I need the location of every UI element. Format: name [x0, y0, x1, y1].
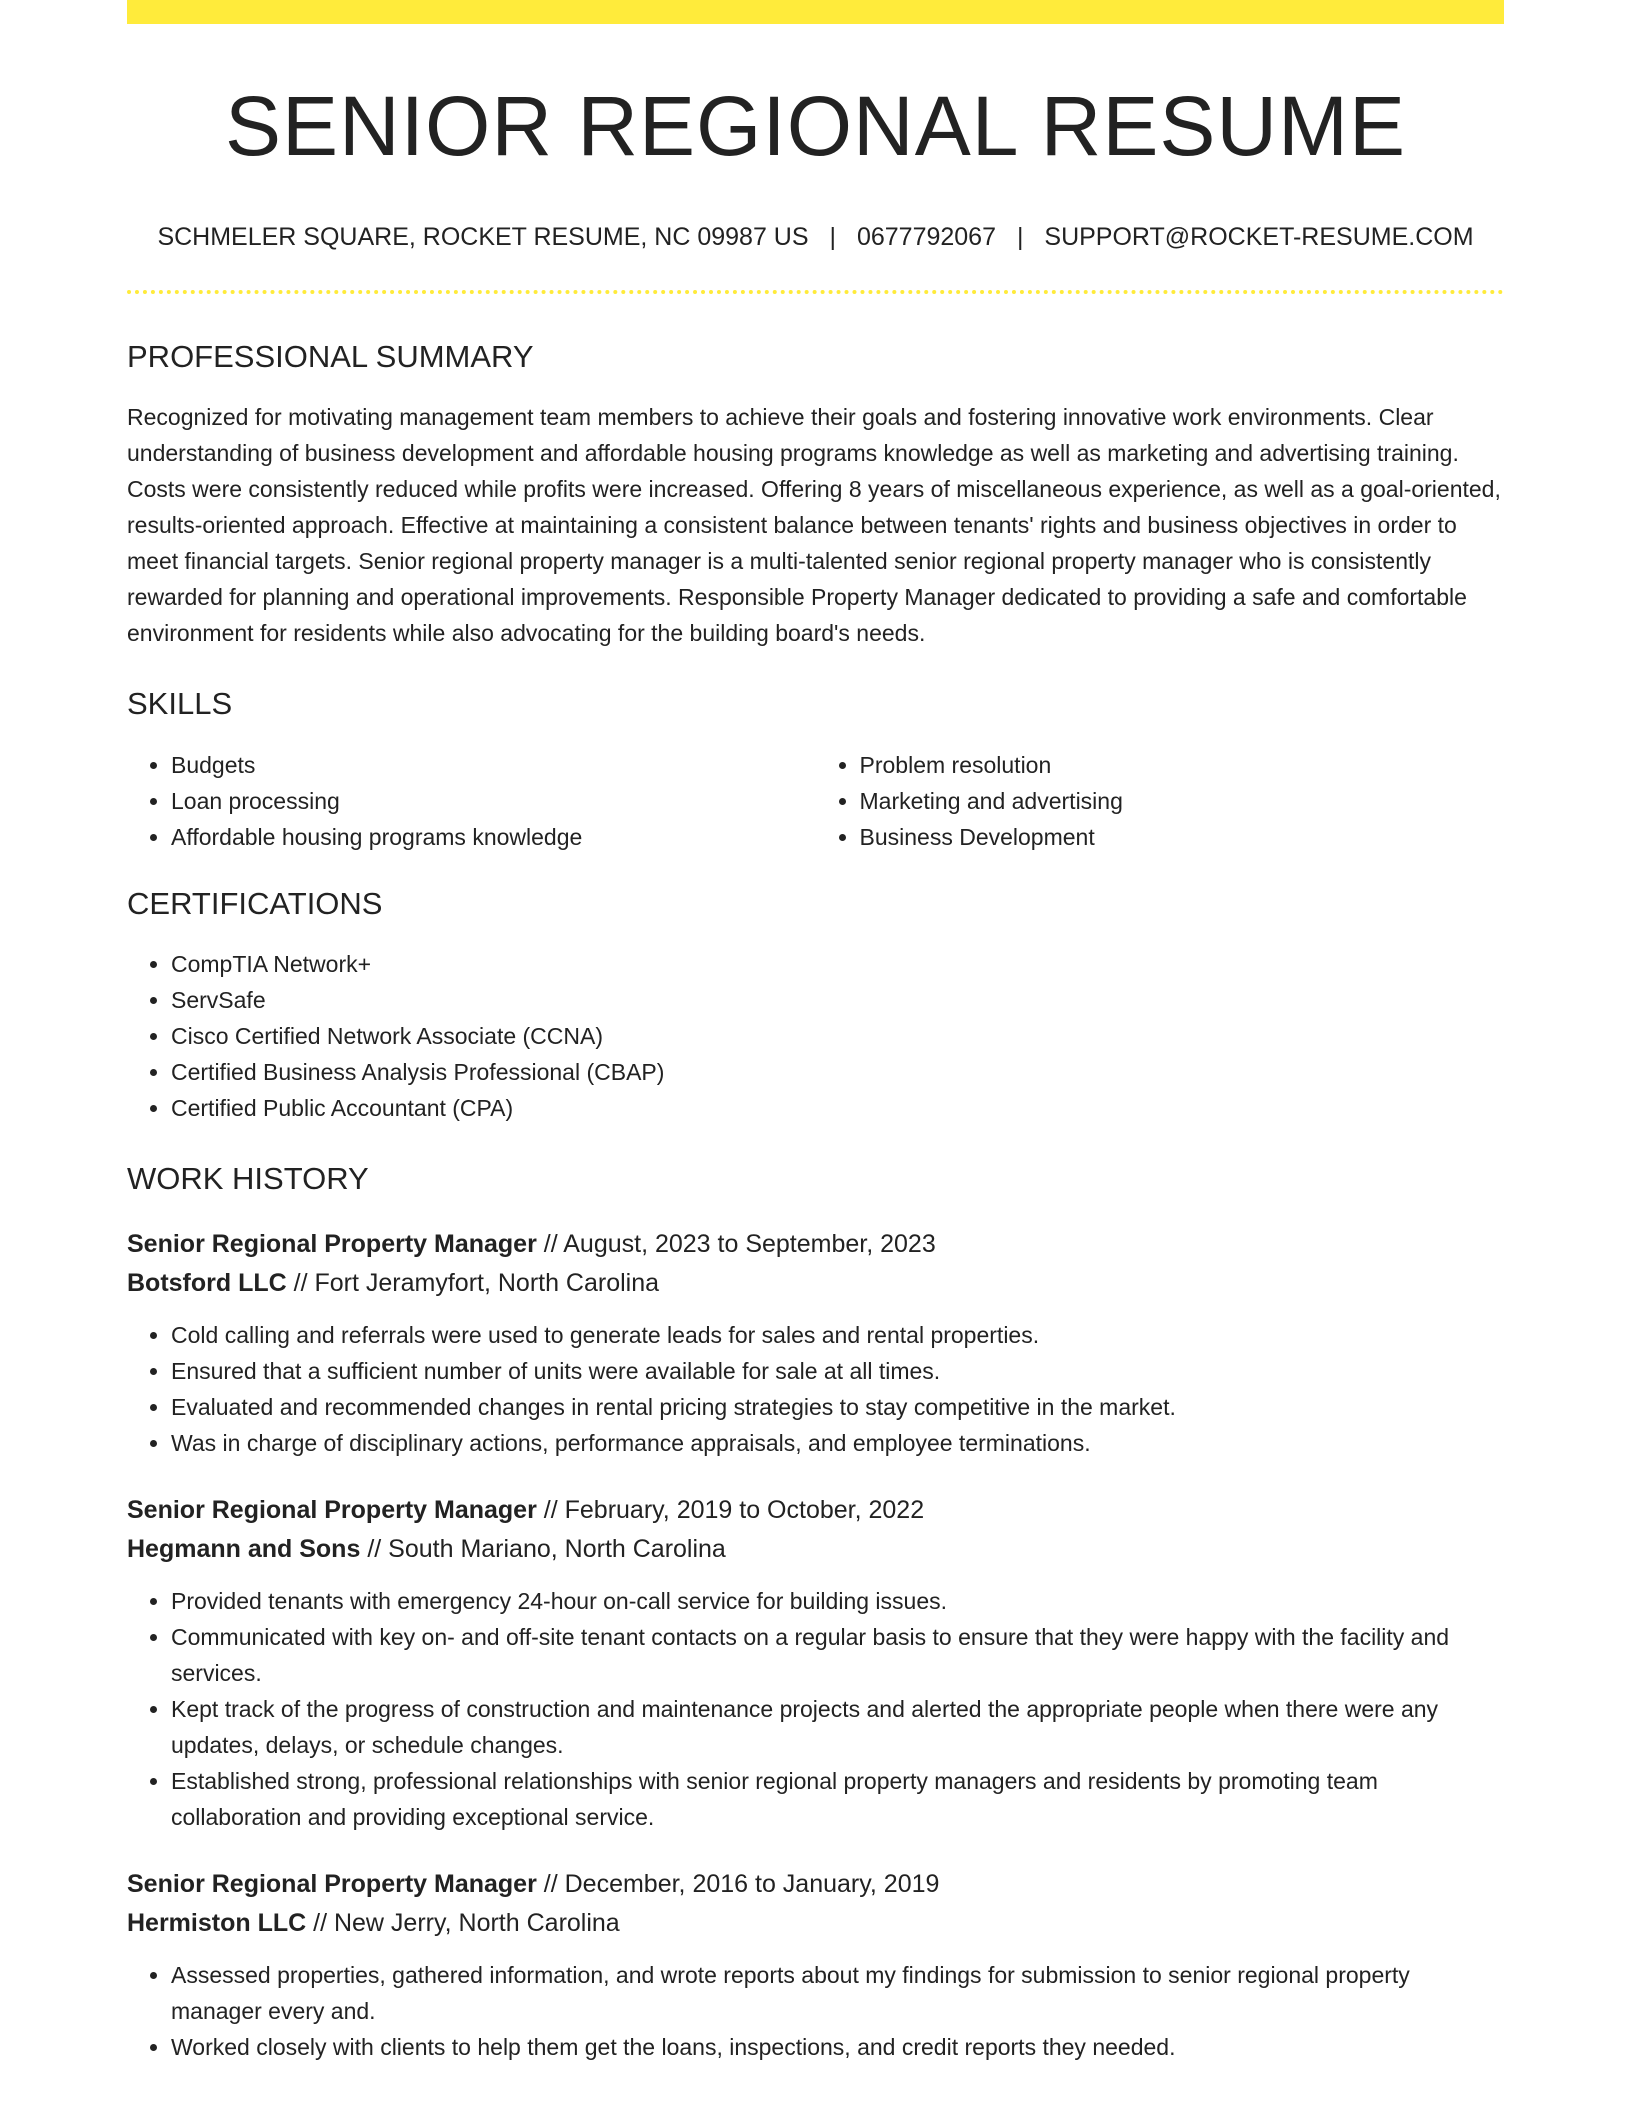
dotted-divider — [127, 290, 1504, 294]
skill-item: • Business Development — [860, 819, 1505, 855]
skills-left-list — [127, 747, 816, 855]
resume-title: SENIOR REGIONAL RESUME — [224, 79, 1407, 173]
certification-item: • CompTIA Network+ — [171, 946, 1504, 982]
job-location: // South Mariano, North Carolina — [367, 1534, 726, 1563]
certifications-heading: CERTIFICATIONS — [127, 885, 383, 921]
skill-item: • Problem resolution — [860, 747, 1505, 783]
job-bullet: • Established strong, professional relationships with senior regional property managers and residents by promoting team collaboration and providing exceptional service. — [171, 1763, 1504, 1835]
contact-separator-2: | — [1016, 223, 1024, 252]
job-company: Botsford LLC — [127, 1268, 287, 1297]
contact-separator-1: | — [829, 223, 836, 252]
job-bullet: • Was in charge of disciplinary actions, performance appraisals, and employee terminations. — [171, 1425, 1504, 1461]
certification-item: • ServSafe — [171, 982, 1504, 1018]
job-dates: // August, 2023 to September, 2023 — [543, 1229, 936, 1258]
contact-phone: 0677792067 — [856, 223, 996, 252]
job-bullets — [127, 1957, 1504, 2065]
job-company-line — [127, 1904, 1504, 1943]
job-location: // Fort Jeramyfort, North Carolina — [293, 1268, 660, 1297]
job-entry-botsford — [127, 1225, 1504, 1461]
job-bullet: • Cold calling and referrals were used to generate leads for sales and rental properties. — [171, 1317, 1504, 1353]
job-title: Senior Regional Property Manager — [127, 1229, 537, 1258]
skill-item: • Marketing and advertising — [860, 783, 1505, 819]
professional-summary-heading: PROFESSIONAL SUMMARY — [127, 339, 534, 375]
job-entry-hermiston — [127, 1865, 1504, 2065]
certification-item: • Certified Public Accountant (CPA) — [171, 1090, 1504, 1126]
job-dates: // December, 2016 to January, 2019 — [543, 1869, 940, 1898]
job-bullet: • Ensured that a sufficient number of units were available for sale at all times. — [171, 1353, 1504, 1389]
job-title-line — [127, 1865, 1504, 1904]
skills-right-column — [816, 747, 1505, 855]
job-title: Senior Regional Property Manager — [127, 1869, 537, 1898]
skill-item: • Budgets — [171, 747, 816, 783]
skills-right-list — [816, 747, 1505, 855]
job-title-line — [127, 1225, 1504, 1264]
skills-columns — [127, 747, 1504, 855]
job-bullet: • Evaluated and recommended changes in rental pricing strategies to stay competitive in the market. — [171, 1389, 1504, 1425]
skills-heading: SKILLS — [127, 686, 233, 722]
contact-line — [127, 222, 1504, 252]
job-company-line — [127, 1264, 1504, 1303]
job-title-line — [127, 1491, 1504, 1530]
job-title: Senior Regional Property Manager — [127, 1495, 537, 1524]
job-location: // New Jerry, North Carolina — [313, 1908, 620, 1937]
job-company-line — [127, 1530, 1504, 1569]
certifications-list — [127, 946, 1504, 1126]
job-bullet: • Kept track of the progress of construction and maintenance projects and alerted the appropriate people when there were any updates, delays, or schedule changes. — [171, 1691, 1504, 1763]
skill-item: • Loan processing — [171, 783, 816, 819]
job-dates: // February, 2019 to October, 2022 — [543, 1495, 925, 1524]
contact-address: SCHMELER SQUARE, ROCKET RESUME, NC 09987 US — [157, 223, 809, 252]
skills-left-column — [127, 747, 816, 855]
skill-item: • Affordable housing programs knowledge — [171, 819, 816, 855]
resume-content — [127, 24, 1504, 2065]
work-history-heading: WORK HISTORY — [127, 1160, 369, 1196]
job-bullets — [127, 1317, 1504, 1461]
job-company: Hermiston LLC — [127, 1908, 307, 1937]
job-bullet: • Communicated with key on- and off-site tenant contacts on a regular basis to ensure that they were happy with the facility and services. — [171, 1619, 1504, 1691]
job-bullets — [127, 1583, 1504, 1835]
job-bullet: • Worked closely with clients to help them get the loans, inspections, and credit reports they needed. — [171, 2029, 1504, 2065]
professional-summary-text: Recognized for motivating management team members to achieve their goals and fostering innovative work environments. Clear understanding of business development and affordable housing programs knowledge as well as marketing and advertising training. Costs were consistently reduced while profits were increased. Offering 8 years of miscellaneous experience, as well as a goal-oriented, results-oriented approach. Effective at maintaining a consistent balance between tenants' rights and business objectives in order to meet financial targets. Senior regional property manager is a multi-talented senior regional property manager who is consistently rewarded for planning and operational improvements. Responsible Property Manager dedicated to providing a safe and comfortable environment for residents while also advocating for the building board's needs. — [127, 404, 1501, 647]
certification-item: • Cisco Certified Network Associate (CCNA) — [171, 1018, 1504, 1054]
job-entry-hegmann — [127, 1491, 1504, 1835]
contact-email: SUPPORT@ROCKET-RESUME.COM — [1044, 223, 1474, 252]
certification-item: • Certified Business Analysis Professional (CBAP) — [171, 1054, 1504, 1090]
top-accent-bar — [127, 0, 1504, 24]
job-company: Hegmann and Sons — [127, 1534, 361, 1563]
job-bullet: • Assessed properties, gathered information, and wrote reports about my findings for submission to senior regional property manager every and. — [171, 1957, 1504, 2029]
job-bullet: • Provided tenants with emergency 24-hour on-call service for building issues. — [171, 1583, 1504, 1619]
